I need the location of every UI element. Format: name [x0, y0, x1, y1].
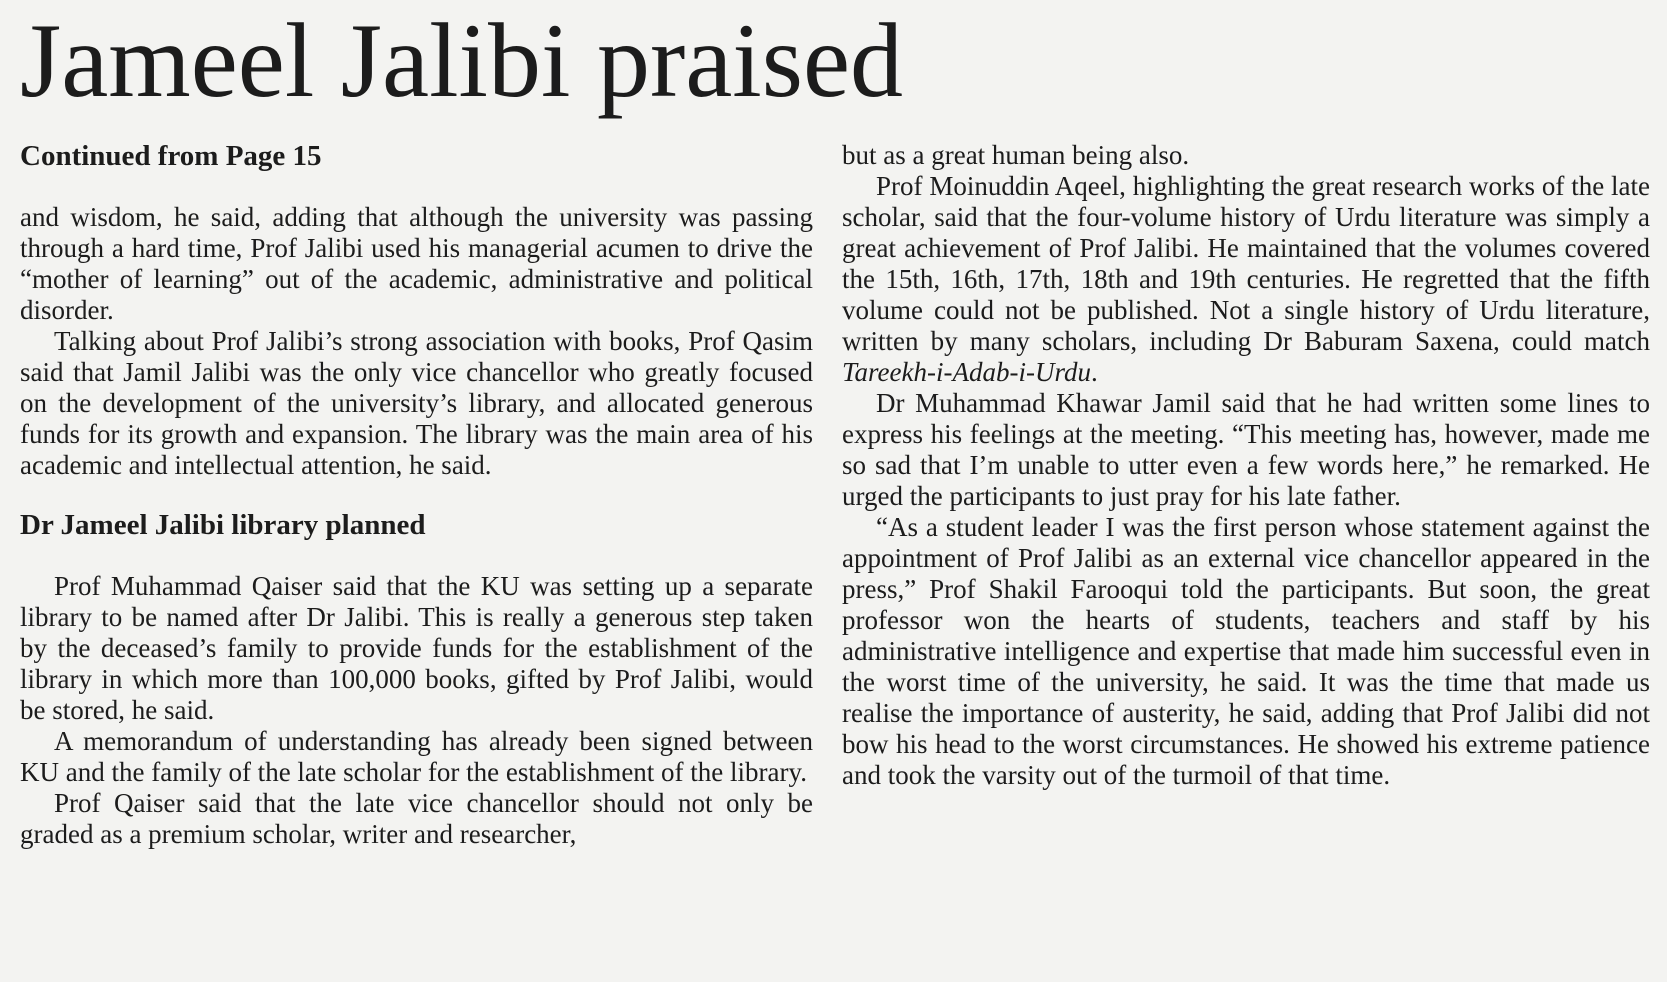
book-title-italic: Tareekh-i-Adab-i-Urdu — [842, 357, 1091, 388]
paragraph: and wisdom, he said, adding that although the university was passing through a hard time, Prof Jalibi used his managerial acumen to drive the “mother of learning” out of the academic, administrative and political disorder. — [20, 202, 813, 326]
paragraph-text: Prof Moinuddin Aqeel, highlighting the great research works of the late scholar, said that the four-volume history of Urdu literature was simply a great achievement of Prof Jalibi. He maintained that the volumes covered the 15th, 16th, 17th, 18th and 19th centuries. He regretted that the fifth volume could not be published. Not a single history of Urdu literature, written by many scholars, including Dr Baburam Saxena, could match — [842, 171, 1650, 357]
paragraph: but as a great human being also. — [842, 140, 1190, 171]
paragraph — [842, 171, 1650, 388]
paragraph: “As a student leader I was the first person whose statement against the appointment of Prof Jalibi as an external vice chancellor appeared in the press,” Prof Shakil Farooqui told the participants. But soon, the great professor won the hearts of students, teachers and staff by his administrative intelligence and expertise that made him successful even in the worst time of the university, he said. It was the time that made us realise the importance of austerity, he said, adding that Prof Jalibi did not bow his head to the worst circumstances. He showed his extreme patience and took the varsity out of the turmoil of that time. — [842, 512, 1650, 791]
section-subhead: Dr Jameel Jalibi library planned — [20, 509, 426, 542]
left-column — [20, 140, 813, 850]
paragraph: Dr Muhammad Khawar Jamil said that he had written some lines to express his feelings at the meeting. “This meeting has, however, made me so sad that I’m unable to utter even a few words here,” he remarked. He urged the participants to just pray for his late father. — [842, 388, 1650, 512]
right-column — [842, 140, 1650, 850]
paragraph: Talking about Prof Jalibi’s strong association with books, Prof Qasim said that Jamil Jalibi was the only vice chancellor who greatly focused on the development of the university’s library, and allocated generous funds for its growth and expansion. The library was the main area of his academic and intellectual attention, he said. — [20, 326, 813, 481]
paragraph-text: . — [1090, 357, 1098, 388]
paragraph: A memorandum of understanding has already been signed between KU and the family of the late scholar for the establishment of the library. — [20, 726, 813, 788]
paragraph: Prof Muhammad Qaiser said that the KU was setting up a separate library to be named after Dr Jalibi. This is really a generous step taken by the deceased’s family to provide funds for the establishment of the library in which more than 100,000 books, gifted by Prof Jalibi, would be stored, he said. — [20, 571, 813, 726]
headline: Jameel Jalibi praised — [20, 2, 904, 119]
paragraph: Prof Qaiser said that the late vice chancellor should not only be graded as a premium scholar, writer and researcher, — [20, 788, 813, 850]
continued-from-note: Continued from Page 15 — [20, 140, 322, 173]
article-body — [20, 140, 1650, 850]
